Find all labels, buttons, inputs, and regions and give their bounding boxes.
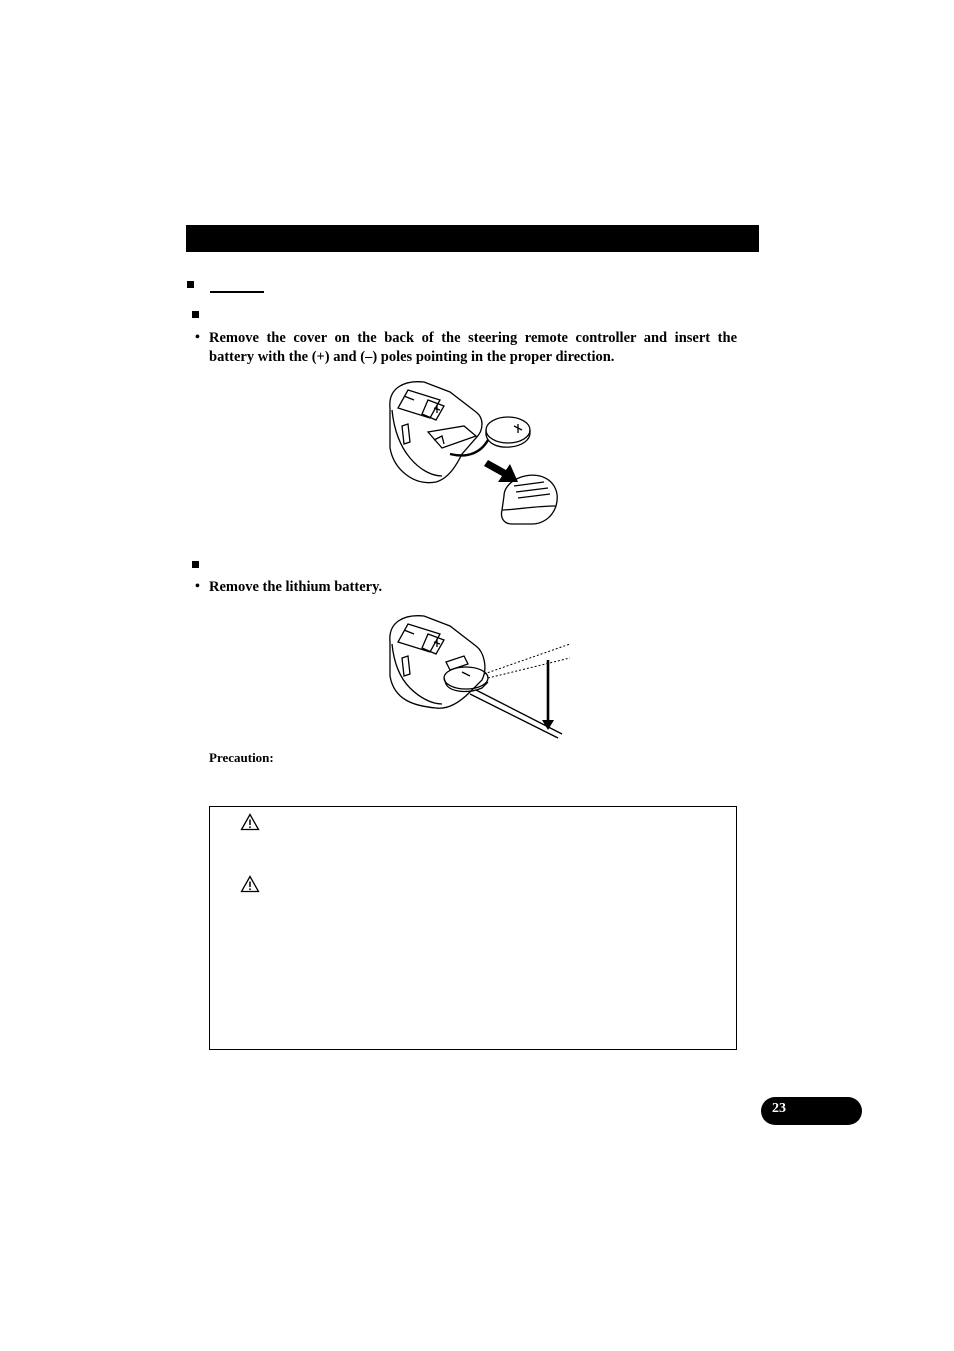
remote-insert-drawing [384, 378, 564, 530]
section-marker-square [187, 281, 194, 288]
remove-battery-instruction: Remove the lithium battery. [209, 579, 383, 595]
battery-insert-illustration [384, 378, 564, 530]
insert-battery-instruction [209, 329, 749, 367]
page-number: 23 [772, 1101, 786, 1116]
warning-triangle-icon [240, 875, 260, 893]
precaution-label: Precaution: [209, 750, 274, 765]
instruction-line: battery with the (+) and (–) poles pointing in the proper direction. [209, 349, 615, 365]
warning-triangle-icon [240, 813, 260, 831]
remote-remove-drawing [384, 612, 574, 757]
bullet: • [195, 579, 200, 594]
subsection-marker-square [192, 561, 199, 568]
page-number-badge [761, 1097, 862, 1125]
bullet: • [195, 330, 200, 345]
section-header-bar [186, 225, 759, 252]
instruction-line: Remove the cover on the back of the steering remote controller and insert the [209, 330, 737, 346]
warning-box [209, 806, 737, 1050]
subsection-marker-square [192, 311, 199, 318]
heading-underline [210, 291, 264, 293]
battery-remove-illustration [384, 612, 574, 757]
